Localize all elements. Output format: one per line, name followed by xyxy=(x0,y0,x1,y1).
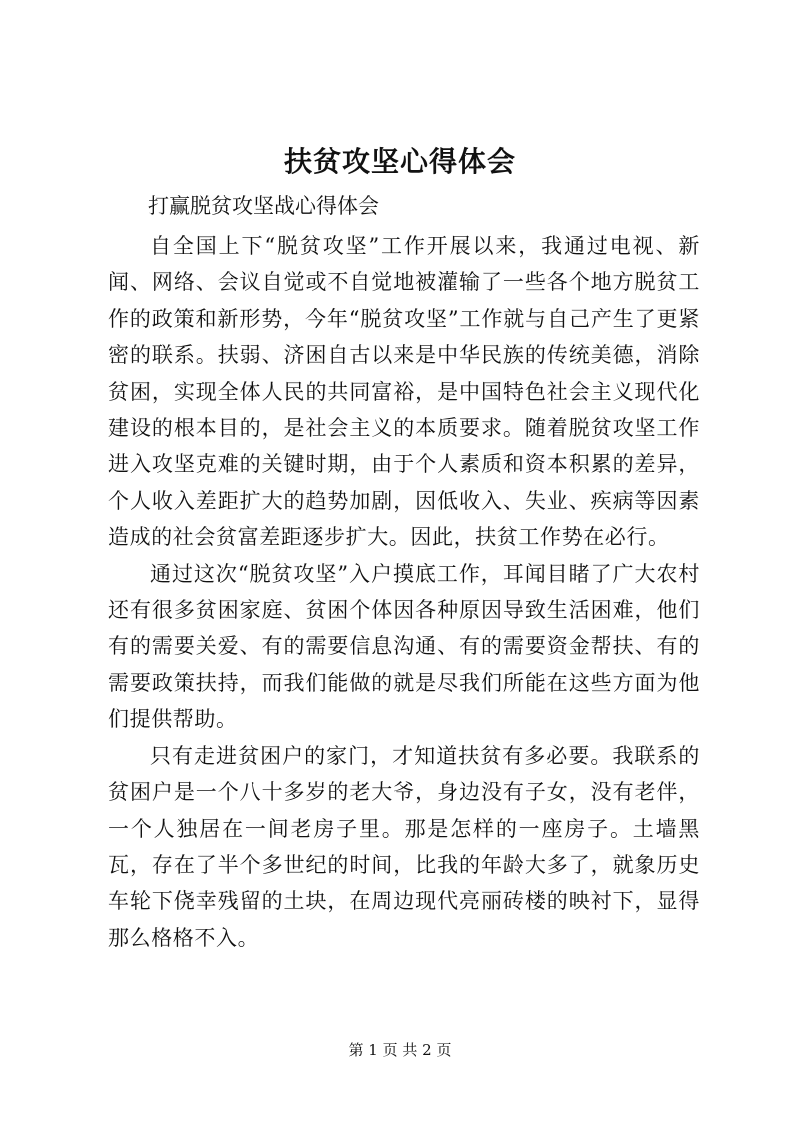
paragraph: 自全国上下“脱贫攻坚”工作开展以来，我通过电视、新闻、网络、会议自觉或不自觉地被灌输了一些各个地方脱贫工作的政策和新形势，今年“脱贫攻坚”工作就与自己产生了更紧密的联系。扶弱、济困自古以来是中华民族的传统美德，消除贫困，实现全体人民的共同富裕，是中国特色社会主义现代化建设的根本目的，是社会主义的本质要求。随着脱贫攻坚工作进入攻坚克难的关键时期，由于个人素质和资本积累的差异，个人收入差距扩大的趋势加剧，因低收入、失业、疾病等因素造成的社会贫富差距逐步扩大。因此，扶贫工作势在必行。 xyxy=(108,234,700,550)
document-title: 扶贫攻坚心得体会 xyxy=(283,145,516,178)
document-subtitle: 打赢脱贫攻坚战心得体会 xyxy=(148,194,379,218)
page-footer: 第 1 页 共 2 页 xyxy=(348,1041,452,1059)
paragraph: 通过这次“脱贫攻坚”入户摸底工作，耳闻目睹了广大农村还有很多贫困家庭、贫困个体因各种原因导致生活困难，他们有的需要关爱、有的需要信息沟通、有的需要资金帮扶、有的需要政策扶持，而我们能做的就是尽我们所能在这些方面为他们提供帮助。 xyxy=(108,561,700,732)
paragraph: 只有走进贫困户的家门，才知道扶贫有多必要。我联系的贫困户是一个八十多岁的老大爷，身边没有子女，没有老伴，一个人独居在一间老房子里。那是怎样的一座房子。土墙黑瓦，存在了半个多世纪的时间，比我的年龄大多了，就象历史车轮下侥幸残留的土块，在周边现代亮丽砖楼的映衬下，显得那么格格不入。 xyxy=(108,743,700,950)
document-body xyxy=(108,228,700,956)
